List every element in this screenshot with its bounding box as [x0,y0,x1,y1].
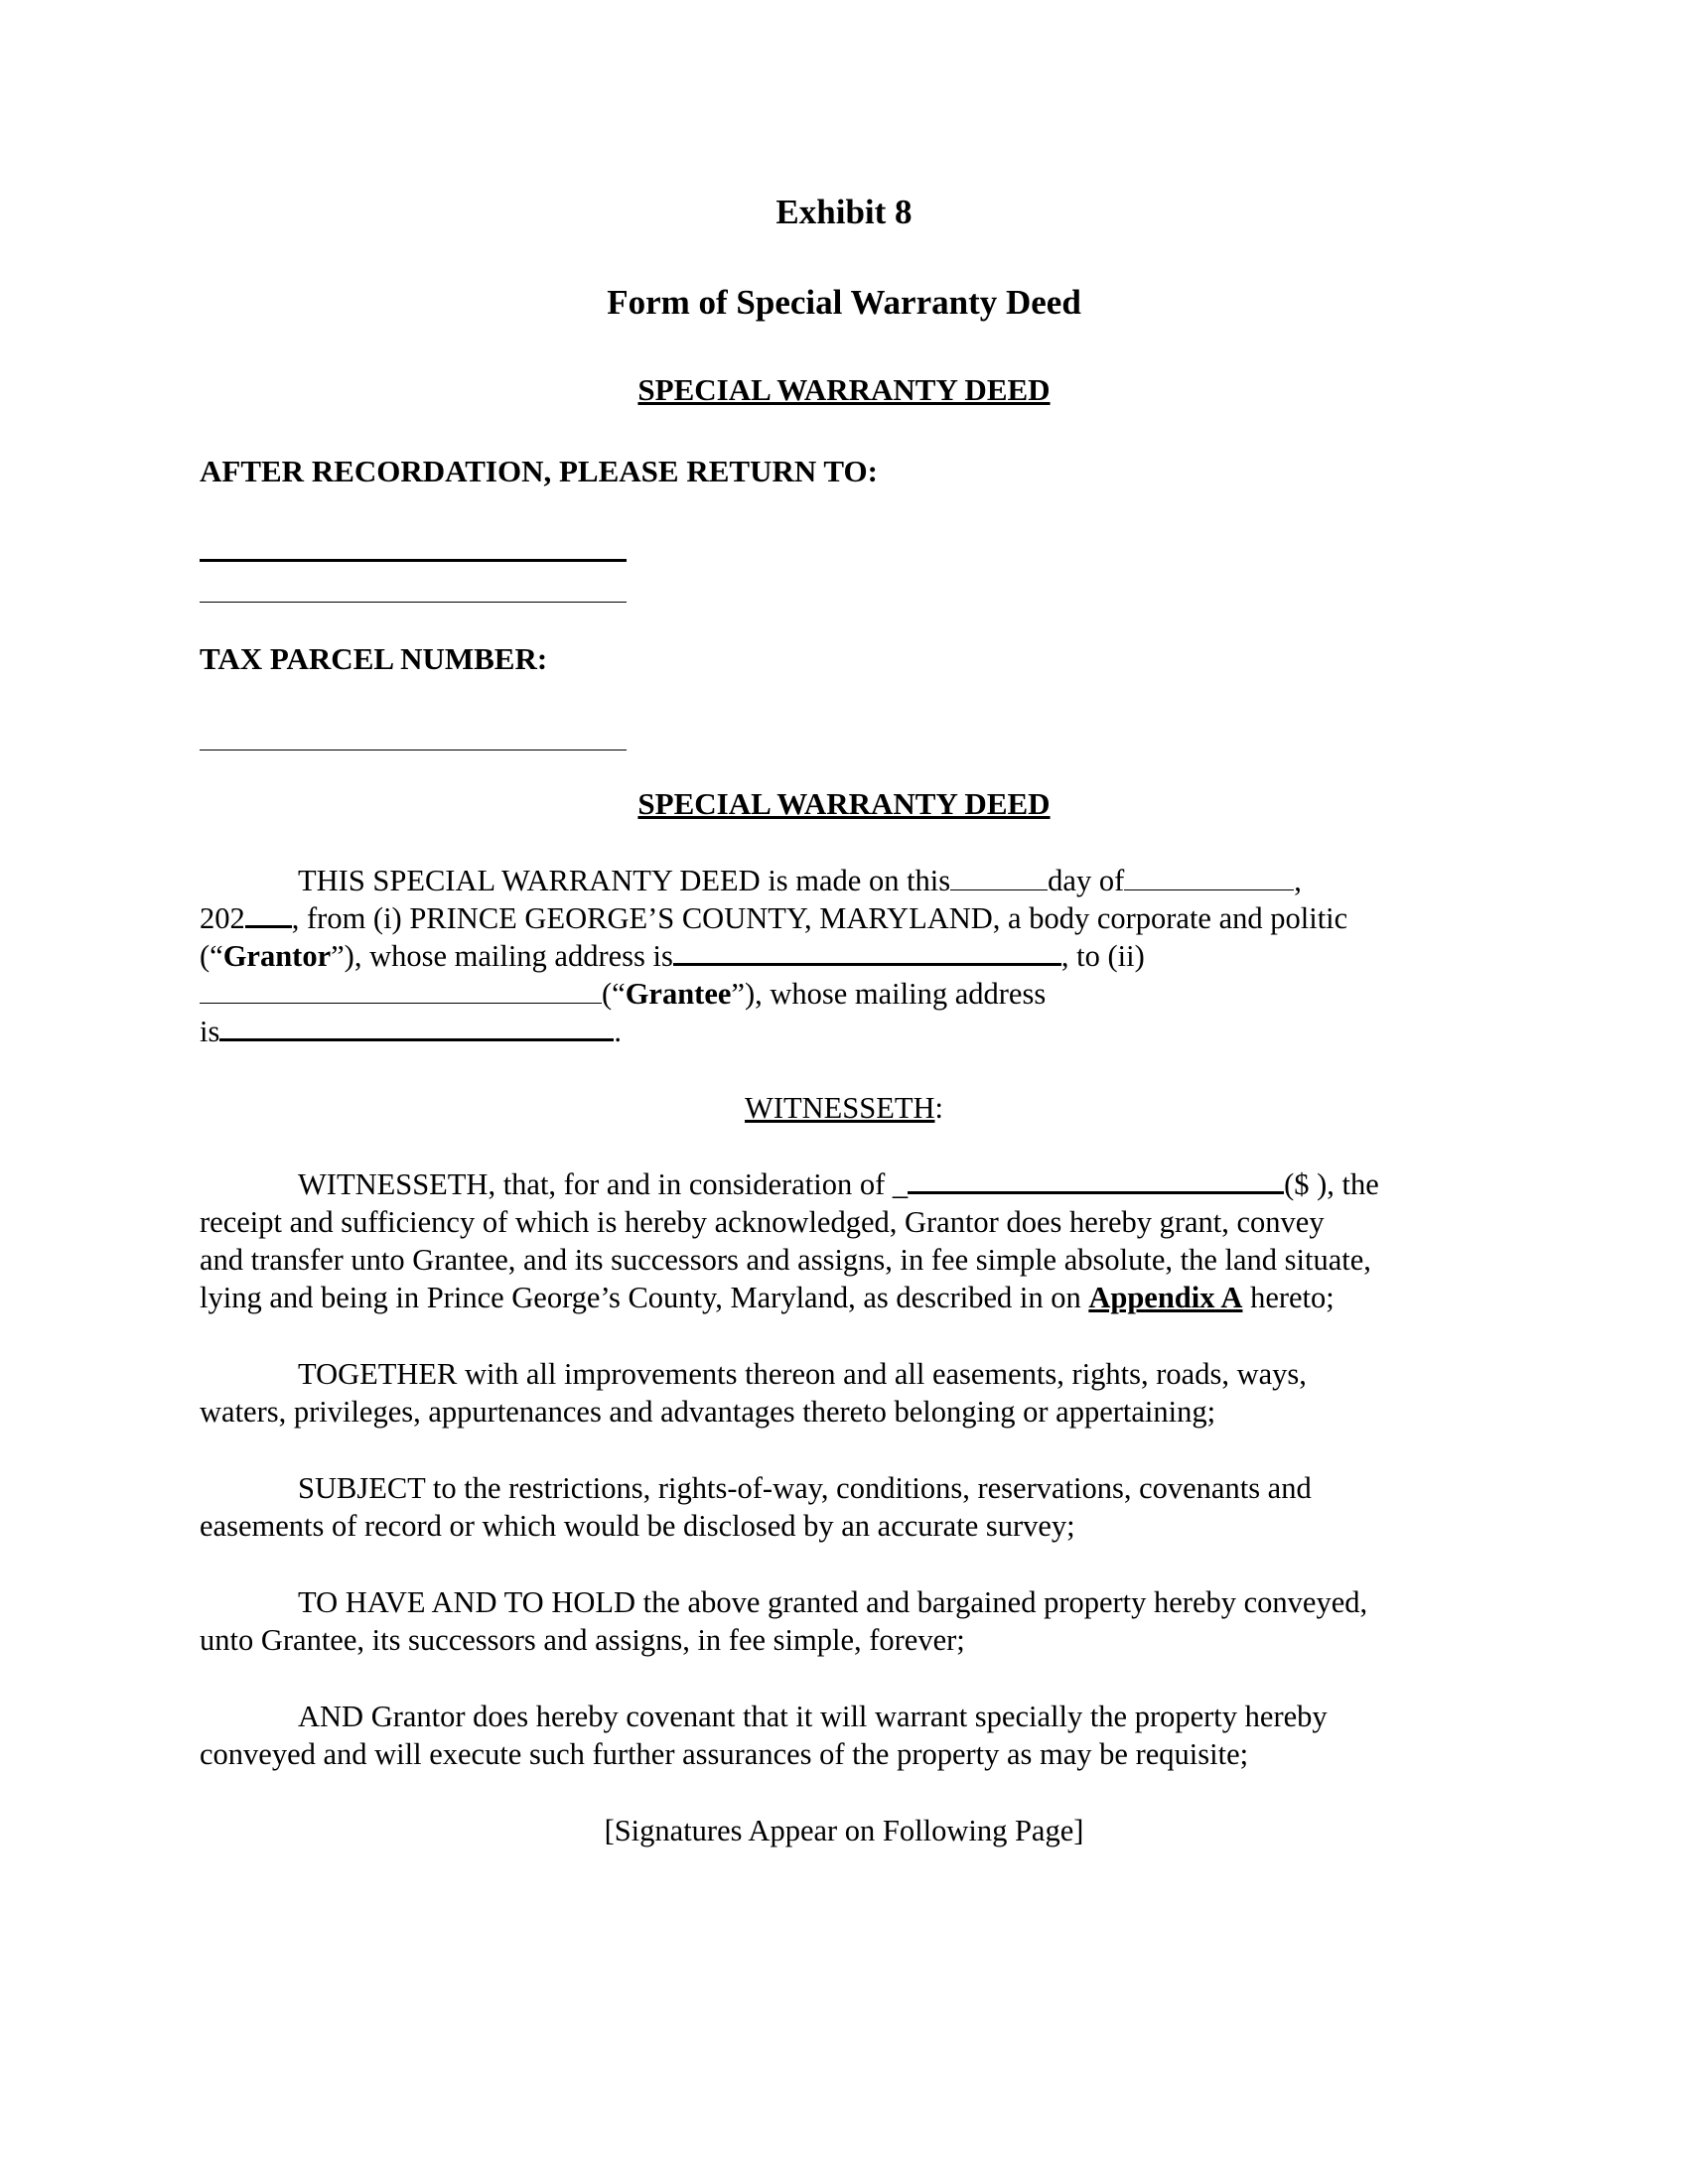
return-to-line-1[interactable] [200,559,627,562]
together-line-1: TOGETHER with all improvements thereon and all easements, rights, roads, ways, [298,1357,1307,1391]
grantee-name-blank[interactable] [200,979,602,1004]
return-to-line-2[interactable] [200,602,627,603]
day-blank[interactable] [950,866,1048,890]
consideration-line-1: WITNESSETH, that, for and in consideration of _ ($ ), the [298,1167,1379,1201]
intro-line-3: (“Grantor”), whose mailing address is , to (ii) [200,939,1145,973]
witnesseth-heading: WITNESSETH: [745,1091,943,1125]
intro-line-1: THIS SPECIAL WARRANTY DEED is made on this day of , [298,864,1302,897]
form-title: Form of Special Warranty Deed [607,283,1081,322]
exhibit-title: Exhibit 8 [775,193,913,231]
covenant-line-2: conveyed and will execute such further assurances of the property as may be requisite; [200,1737,1249,1771]
grantee-address-blank[interactable] [219,1015,614,1041]
covenant-line-1: AND Grantor does hereby covenant that it will warrant specially the property hereby [298,1700,1328,1733]
signatures-note: [Signatures Appear on Following Page] [604,1814,1084,1847]
appendix-a-link[interactable]: Appendix A [1088,1281,1243,1314]
intro-line-4: (“Grantee”), whose mailing address [200,975,1046,1013]
grantor-term: Grantor [222,939,332,973]
consideration-line-3: and transfer unto Grantee, and its successors and assigns, in fee simple absolute, the land situate, [200,1243,1371,1277]
heading-special-warranty-deed-top: SPECIAL WARRANTY DEED [637,372,1051,407]
heading-special-warranty-deed-main: SPECIAL WARRANTY DEED [637,786,1051,821]
subject-line-2: easements of record or which would be disclosed by an accurate survey; [200,1509,1075,1543]
consideration-line-4: lying and being in Prince George’s County, Maryland, as described in on Appendix A hereto; [200,1281,1335,1314]
consideration-line-2: receipt and sufficiency of which is hereby acknowledged, Grantor does hereby grant, convey [200,1205,1325,1239]
to-have-line-2: unto Grantee, its successors and assigns, in fee simple, forever; [200,1623,965,1657]
grantor-address-blank[interactable] [673,939,1061,966]
intro-line-5: is . [200,1015,622,1048]
grantee-term: Grantee [625,977,732,1011]
together-line-2: waters, privileges, appurtenances and advantages thereto belonging or appertaining; [200,1395,1216,1429]
year-blank[interactable] [245,901,292,928]
to-have-line-1: TO HAVE AND TO HOLD the above granted and bargained property hereby conveyed, [298,1585,1368,1619]
tax-parcel-label: TAX PARCEL NUMBER: [200,641,548,676]
month-blank[interactable] [1124,866,1294,890]
return-to-label: AFTER RECORDATION, PLEASE RETURN TO: [200,454,878,488]
subject-line-1: SUBJECT to the restrictions, rights-of-way, conditions, reservations, covenants and [298,1471,1312,1505]
tax-parcel-line[interactable] [200,750,627,751]
intro-line-2: 202 , from (i) PRINCE GEORGE’S COUNTY, MARYLAND, a body corporate and politic [200,901,1348,935]
consideration-amount-blank[interactable] [908,1167,1284,1194]
